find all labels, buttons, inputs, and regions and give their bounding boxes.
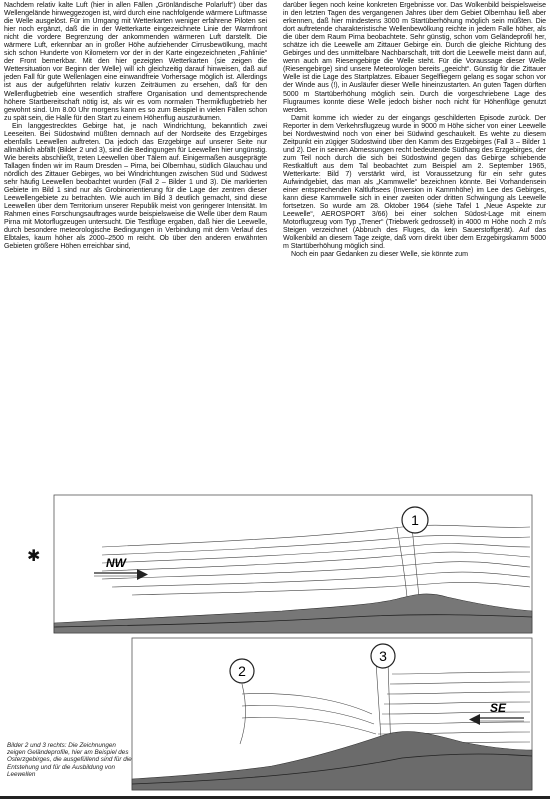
figure-top-wind-arrow [94, 556, 148, 580]
figure-top-flow-lines [102, 525, 530, 597]
bottom-rule [0, 796, 550, 799]
asterisk-mark: ✱ [27, 546, 41, 565]
right-paragraph-3: Noch ein paar Gedanken zu dieser Welle, sie könnte zum [291, 251, 468, 259]
figure-top-wind-label: NW [106, 556, 126, 570]
right-paragraph-2: Damit komme ich wieder zu der eingangs geschilderten Episode zurück. Der Reporter in dem Verkehrsflugzeug wurde in 9000 m Höhe sicher von einer Leewelle bei Nordwestwind noch von einer bei Südwind geschaukelt. Es wehte zu diesem Zeitpunkt ein zügiger Südostwind über den Kamm des Erzgebirges (Fall 3 – Bilder 1 und 2). Der in seinen Abmessungen recht bedeutende Südhang des Erzgebirges, der zum Teil noch durch die sich bei Südostwind gegen das Gebirge schiebende Restkaltluft aus dem Tal beobachtet zum Beispiel am 2. September 1965, Wetterkarte: Bild 7) verstärkt wird, ist Voraussetzung für ein sehr gutes Aufwindgebiet, das man als „Kammwelle“ bezeichnen könnte. Bei Vorhandensein einer entsprechenden Kaltluftsees (Inversion in Kammhöhe) im Lee des Gebirges, kann diese Kammwelle sich in einer zweiten oder dritten Schwingung als Leewelle fortsetzen. So wurde am 28. Oktober 1964 (siehe Tafel 1 „Neue Aspekte zur Leewelle“, AEROSPORT 3/66) bei einer solchen Südost-Lage mit einem Motorflugzeug vom Typ „Trener“ (Triebwerk gedrosselt) in 4000 m Höhe noch 2 m/s Steigen verzeichnet (Abbruch des Fluges, da kein Sauerstoffgerät). Auf das Wolkenbild an diesem Tage zeigte, daß vorn direkt über dem Erzgebirgskamm 5000 m Startüberhöhung möglich sind. [283, 114, 546, 251]
figure-top-drawing [2, 487, 548, 637]
figure-bottom-number-right: 3 [379, 648, 387, 664]
figure-bottom-wind-arrow [469, 701, 524, 725]
left-paragraph-1: Nachdem relativ kalte Luft (hier in allen Fällen „Grönländische Polarluft“) über das Wellengelände hinweggezogen ist, wird durch eine nachfolgende wärmere Luftmasse die Welle ausgelöst. Für im Umgang mit Wetterkarten weniger erfahrene Piloten sei hier noch ergänzt, daß die in der Wetterkarte eingezeichnete Linie der Warmfront nicht die vordere Begrenzung der ankommenden wärmeren Luft darstellt. Die wärmere Luft, erkennbar an in großer Höhe aufziehender Cirrusbewölkung, macht sich schon Hunderte von Kilometern vor der in der Karte eingezeichneten „Fahlinie“ der Front bemerkbar. Mit den hier gezeigten Wetterkarten (sie zeigen die Wettersituation vor Beginn der Welle) will ich gleichzeitig darauf hinweisen, daß auf jeden Fall für gute Wellenlagen eine einwandfreie Vorhersage möglich ist. Allerdings ist aus der aufgeführten relativ kurzen Zeiträumen zu ersehen, daß für den Wellenflugbetrieb eine wesentlich straffere Organisation und dementsprechende höhere Startbereitschaft nötig ist, als wir es vom normalen Thermikflugbetrieb her gewohnt sind. Um 8.00 Uhr morgens kann es so zum Beispiel in vielen Fällen schon zu spät sein, die Halle für den Start zu einem Höhenflug auszuräumen. [4, 2, 267, 122]
right-paragraph-1: darüber liegen noch keine konkreten Ergebnisse vor. Das Wolkenbild beispielsweise in den letzten Tagen des vergangenen Jahres über dem Gebiet Olbernhau ließ aber erkennen, daß hier mindestens 3000 m Startüberhöhung möglich sein müßten. Die dort auftretende charakteristische Wellenbewölkung reichte in jedem Falle höher, als die über dem Raum Pirna beobachtete. Sehr günstig, schon vom Geländeprofil her, schätze ich die Leewelle am Zittauer Gebirge ein. Durch die gleiche Richtung des Gebirges und des unmittelbare Nachbarschaft, tritt dort die Leewelle meist dann auf, wenn auch am Riesengebirge die Welle steht. Für die Voraussage dieser Welle (Riesengebirge) sind unsere Meteorologen bereits „geeicht“. Günstig für die Zittauer Welle ist die Lage des Startplatzes. Eibauer Segelfliegern gelang es sogar schon vor der Winde aus (!), in Ausläufer dieser Welle hineinzustarten. An guten Tagen dürften 5000 m Startüberhöhung möglich sein. Durch die vorgeschriebene Lage des Flugraumes konnte diese Welle jedoch bisher noch nicht für Höhenflüge genutzt werden. [283, 2, 546, 114]
right-text-column [283, 2, 546, 260]
figure-top-number: 1 [411, 512, 419, 528]
figure-top-terrain [54, 594, 532, 633]
figure-bottom-number-left: 2 [238, 663, 246, 679]
left-paragraph-2: Ein langgestrecktes Gebirge hat, je nach Windrichtung, bekanntlich zwei Leeseiten. Bei Südostwind müßten demnach auf der Nordseite des Erzgebirges ebenfalls Leewellen auftreten. Da jedoch das Erzgebirge auf unserer Seite nur allmählich abfällt (Bilder 2 und 3), sind die Bedingungen für Leewellen hier ungünstig. Wie bereits abschließt, treten Leewellen über Tälern auf. Einigermaßen ausgeprägte Tallagen finden wir im Raum Dresden – Pirna, bei Olbernhau, südlich Glauchau und nördlich des Zittauer Gebirges, wo bei Windrichtungen zwischen Süd und Südwest sehr häufig Leewellen beobachtet wurden (Fall 2 – Bilder 1 und 3). Die markierten Gebiete im Bild 1 sind nur als Grobinorientierung für die Lage der zentren dieser Leewellengebiete zu betrachten. Wie auch im Bild 3 deutlich gemacht, sind diese Leewellen über dem Territorium unserer Republik meist von geringerer Intensität. Im Rahmen eines Forschungsauftrages wurde beispielsweise die Welle über dem Raum Pirna mit Motorflugzeugen untersucht. Die Testflüge ergaben, daß hier die Leewelle, durch besondere meteorologische Bedingungen in Verbindung mit dem Verlauf des Elbtales, kaum höher als 2000–2500 m reicht. Ob über den anderen erwähnten Gebieten größere Höhen erreichbar sind, [4, 122, 267, 251]
figure-top [2, 487, 548, 637]
figure-bottom-wind-label: SE [490, 701, 507, 715]
left-text-column [4, 2, 267, 251]
figure-caption: Bilder 2 und 3 rechts: Die Zeichnungen zeigen Geländeprofile, hier am Beispiel des Osterzgebirges, die ausgefüllend sind für die Entstehung und für die Ausbildung von Leewellen [7, 742, 132, 778]
